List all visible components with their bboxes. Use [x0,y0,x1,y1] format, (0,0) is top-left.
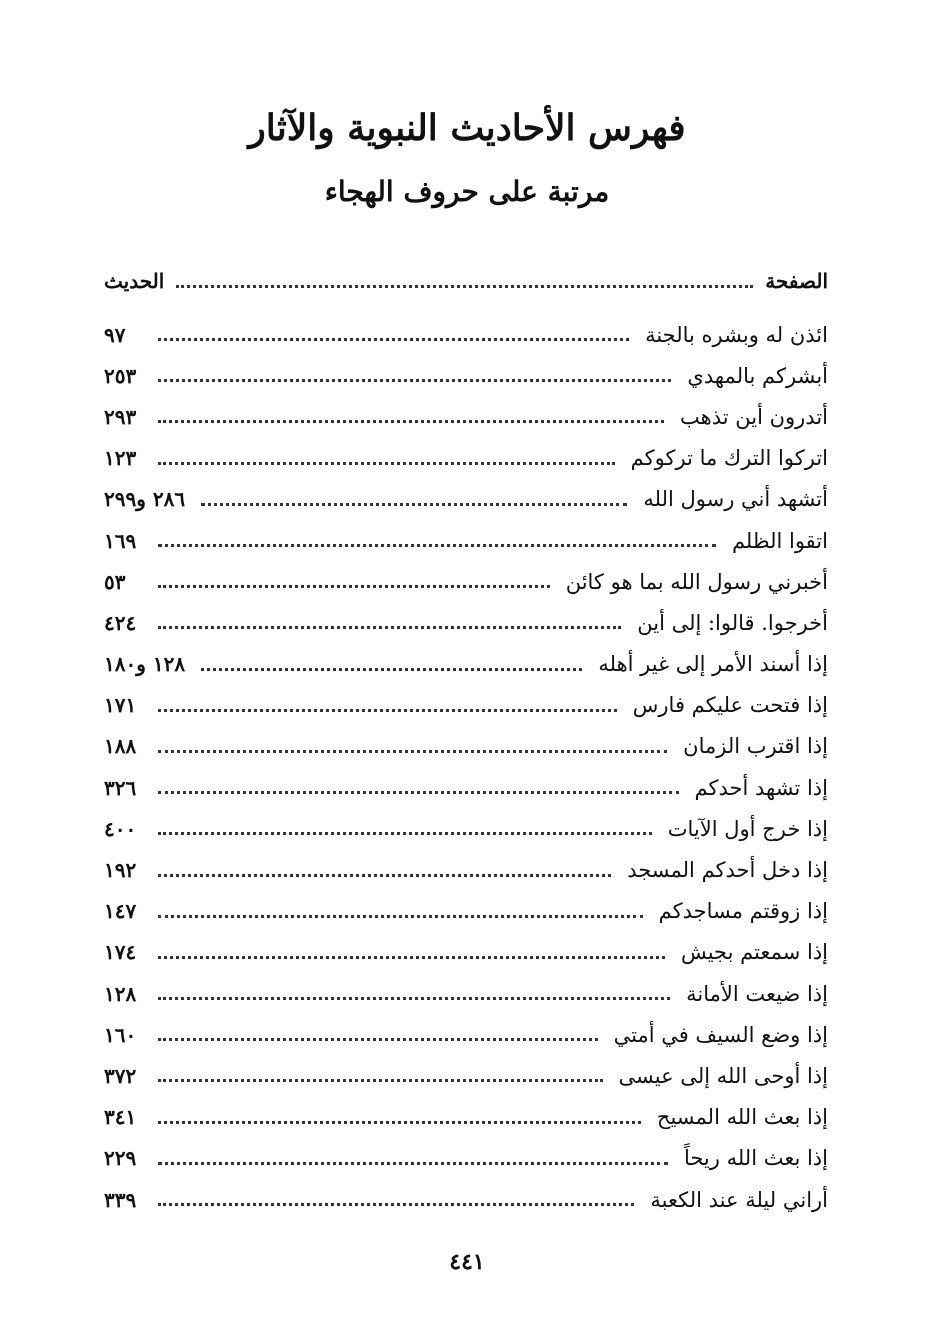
dot-leader [158,1121,641,1124]
list-item [104,973,828,1014]
hadith-text: إذا أسند الأمر إلى غير أهله [598,652,828,677]
list-item [104,438,828,479]
page-column-label: الصفحة [765,269,828,293]
dot-leader [158,1079,603,1082]
list-item [104,602,828,643]
list-item [104,891,828,932]
dot-leader [158,338,629,341]
dot-leader [158,1203,634,1206]
page-number: ٣٤١ [104,1105,137,1130]
page-number: ١٦٠ [104,1022,137,1047]
dot-leader [158,832,652,835]
dot-leader [158,379,671,382]
list-item [104,314,828,355]
list-item [104,1179,828,1220]
page-number: ١٧٤ [104,940,137,965]
list-item [104,1138,828,1179]
page-number: ١٢٣ [104,446,137,471]
hadith-index-list [104,314,828,1220]
hadith-text: أخرجوا. قالوا: إلى أين [637,610,828,635]
list-item [104,644,828,685]
hadith-column-label: الحديث [104,269,165,293]
hadith-text: إذا فتحت عليكم فارس [632,693,828,718]
page-number: ٤٠٠ [104,816,137,841]
list-item [104,520,828,561]
page-folio-number: ٤٤١ [449,1249,485,1275]
hadith-text: أتدرون أين تذهب [680,404,828,429]
dot-leader [158,915,643,918]
list-item [104,396,828,437]
hadith-text: إذا وضع السيف في أمتي [613,1022,828,1047]
page-number: ١٩٢ [104,858,137,883]
dot-leader [158,1038,598,1041]
dot-leader [158,791,679,794]
list-item [104,808,828,849]
page-number: ١٦٩ [104,528,137,553]
list-item [104,932,828,973]
page-number: ٤٢٤ [104,610,137,635]
dot-leader [158,750,667,753]
dot-leader [158,420,664,423]
page-number: ٢٥٣ [104,363,137,388]
page-number: ٩٧ [104,322,126,347]
dot-leader [201,503,627,506]
page-number: ١٢٨ [104,981,137,1006]
list-item [104,355,828,396]
hadith-text: إذا بعث الله المسيح [656,1105,828,1130]
hadith-text: ائذن له وبشره بالجنة [645,322,828,347]
hadith-text: إذا خرج أول الآيات [667,816,828,841]
list-item [104,561,828,602]
page-number: ٣٣٩ [104,1187,137,1212]
hadith-text: إذا بعث الله ريحاً [683,1146,828,1171]
list-item [104,849,828,890]
page-number: ٥٣ [104,569,126,594]
hadith-text: أراني ليلة عند الكعبة [650,1187,828,1212]
page-number: ٢٨٦ و٢٩٩ [104,487,186,512]
hadith-text: أبشركم بالمهدي [687,363,828,388]
list-item [104,1014,828,1055]
hadith-text: أخبرني رسول الله بما هو كائن [565,569,828,594]
dot-leader [201,668,582,671]
hadith-text: إذا ضيعت الأمانة [686,981,828,1006]
list-item [104,1097,828,1138]
dot-leader [176,285,753,288]
hadith-text: اتركوا الترك ما تركوكم [630,446,828,471]
dot-leader [158,585,550,588]
hadith-text: إذا أوحى الله إلى عيسى [618,1063,828,1088]
hadith-text: إذا سمعتم بجيش [680,940,828,965]
page-title: فهرس الأحاديث النبوية والآثار [248,107,686,149]
list-item [104,726,828,767]
page-number: ٣٧٢ [104,1063,137,1088]
page-number: ٣٢٦ [104,775,137,800]
list-item [104,1055,828,1096]
hadith-text: إذا دخل أحدكم المسجد [627,858,828,883]
hadith-text: اتقوا الظلم [731,528,828,553]
hadith-text: أتشهد أني رسول الله [643,487,828,512]
list-item [104,479,828,520]
list-item [104,685,828,726]
dot-leader [158,709,617,712]
dot-leader [158,997,670,1000]
page-number: ١٨٨ [104,734,137,759]
page-number: ١٤٧ [104,899,137,924]
dot-leader [158,544,716,547]
hadith-text: إذا زوقتم مساجدكم [658,899,828,924]
hadith-text: إذا تشهد أحدكم [694,775,828,800]
page-number: ١٧١ [104,693,137,718]
dot-leader [158,874,611,877]
dot-leader [158,462,615,465]
hadith-text: إذا اقترب الزمان [683,734,828,759]
list-item [104,767,828,808]
dot-leader [158,626,621,629]
column-header-row [104,260,828,296]
page-subtitle: مرتبة على حروف الهجاء [324,175,610,208]
dot-leader [158,956,665,959]
page-number: ٢٩٣ [104,404,137,429]
dot-leader [158,1162,668,1165]
page-number: ٢٢٩ [104,1146,137,1171]
page-number: ١٢٨ و١٨٠ [104,652,186,677]
